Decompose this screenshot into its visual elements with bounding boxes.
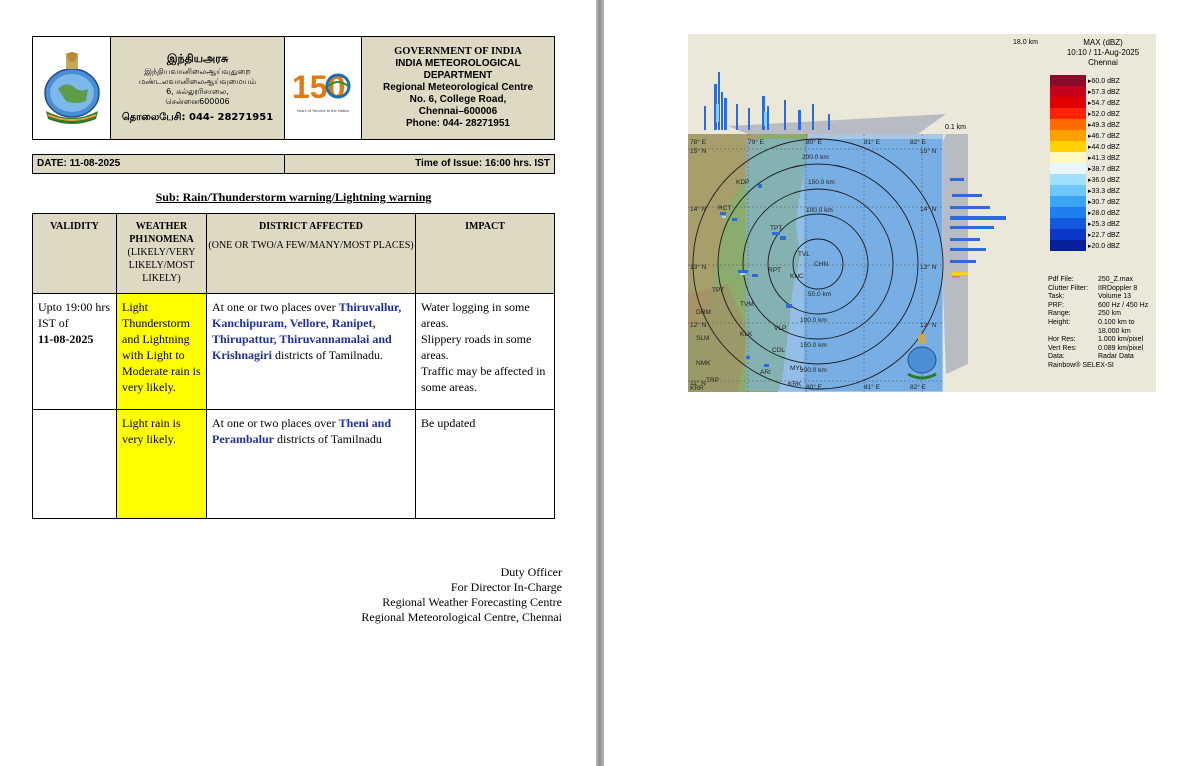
legend-label: ▸25.3 dBZ [1088,220,1120,228]
legend-label: ▸41.3 dBZ [1088,154,1120,162]
english-address-block [362,37,554,139]
legend-row [1050,86,1155,97]
signature-rwfc: Regional Weather Forecasting Centre [382,595,562,609]
issue-date: DATE: 11-08-2025 [33,155,285,173]
header-impact: IMPACT [465,221,505,232]
legend-label: ▸46.7 dBZ [1088,132,1120,140]
station-label: CDL [772,347,786,354]
range-label: 50.0 km [808,291,832,298]
station-label: MYL [790,365,804,372]
address-city: Chennai–600006 [418,106,498,117]
tamil-phone: தொலைபேசி: 044- 28271951 [121,112,274,123]
lat-label: 13° N [690,264,707,271]
rmc-name: Regional Meteorological Centre [382,82,534,93]
station-label: KNC [790,273,804,280]
info-row [1048,276,1154,285]
lat-label: 12° N [920,322,937,329]
info-row [1048,353,1154,362]
legend-label: ▸60.0 dBZ [1088,77,1120,85]
impact-cell: Water logging in some areas. Slippery roads in some areas. Traffic may be affected in some areas. [421,300,546,394]
table-row [33,410,554,518]
legend-row [1050,119,1155,130]
lat-label: 11° N [690,380,706,387]
phenomena-cell: Light Thunderstorm and Lightning with Light to Moderate rain is very likely. [117,294,207,409]
signature-director: For Director In-Charge [450,580,562,594]
legend-label: ▸36.0 dBZ [1088,176,1120,184]
info-value: 1.000 km/pixel [1098,336,1144,344]
legend-swatch [1050,152,1086,163]
radar-image [688,34,1156,392]
legend-swatch [1050,75,1086,86]
legend-label: ▸28.0 dBZ [1088,209,1120,217]
info-key: Height: [1048,318,1071,326]
info-row [1048,310,1154,319]
legend-swatch [1050,130,1086,141]
imd-name: INDIA METEOROLOGICAL DEPARTMENT [395,58,521,81]
lon-label: 79° E [748,139,764,146]
legend-row [1050,141,1155,152]
legend-row [1050,218,1155,229]
legend-swatch [1050,86,1086,97]
lon-label: 81° E [864,384,880,391]
station-label: KDP [736,179,750,186]
tamil-address-block [111,37,285,139]
right-page [604,0,1200,766]
lon-label: 82° E [910,139,926,146]
lon-label: 78° E [690,139,706,146]
info-key: Vert Res: [1048,344,1077,352]
table-header [33,214,554,294]
legend-row [1050,240,1155,251]
range-label: 200.0 km [802,154,829,161]
legend-row [1050,196,1155,207]
station-label: RPT [768,267,781,274]
legend-label: ▸54.7 dBZ [1088,99,1120,107]
legend-swatch [1050,185,1086,196]
station-label: KLK [740,331,753,338]
legend-row [1050,207,1155,218]
legend-swatch [1050,196,1086,207]
lon-label: 80° E [806,139,822,146]
info-row [1048,319,1154,336]
legend-swatch [1050,207,1086,218]
legend-label: ▸49.3 dBZ [1088,121,1120,129]
info-key: Range: [1048,310,1071,318]
legend-row [1050,152,1155,163]
station-label: ARI [760,369,771,376]
radar-station: Chennai [1088,58,1118,67]
legend-row [1050,174,1155,185]
info-value: IIRDoppler 8 [1098,284,1138,292]
lon-label: 80° E [806,384,822,391]
legend-row [1050,229,1155,240]
signature-block [300,565,562,625]
left-page [0,0,596,766]
legend-swatch [1050,119,1086,130]
legend-swatch [1050,163,1086,174]
radar-product: MAX (dBZ) [1083,38,1123,47]
radar-datetime: 10:10 / 11-Aug-2025 [1066,48,1140,57]
station-label: TVM [740,301,754,308]
govt-of-india: GOVERNMENT OF INDIA [394,46,522,57]
station-label: DRM [696,309,711,316]
lat-label: 15° N [920,148,937,155]
signature-rmc: Regional Meteorological Centre, Chennai [361,610,562,624]
station-label: NMK [696,360,711,367]
phone: Phone: 044- 28271951 [406,118,510,129]
header-validity: VALIDITY [33,214,117,293]
station-label: RCT [718,205,732,212]
range-label: 100.0 km [800,317,827,324]
station-label: SLM [696,335,710,342]
info-value: 600 Hz / 450 Hz [1098,301,1149,309]
info-key: Data: [1048,353,1065,361]
district-cell: At one or two places over Theni and Perambalur districts of Tamilnadu [207,410,416,518]
legend-label: ▸38.7 dBZ [1088,165,1120,173]
header-phenomena: WEATHER PH1NOMENA (LIKELY/VERY LIKELY/MOST LIKELY) [117,214,207,293]
legend-swatch [1050,97,1086,108]
info-value: Radar Data [1098,353,1134,361]
legend-row [1050,108,1155,119]
lat-label: 13° N [920,264,937,271]
subject-line: Sub: Rain/Thunderstorm warning/Lightning warning [155,190,432,204]
radar-title-block [1053,38,1153,68]
info-row [1048,285,1154,294]
legend-label: ▸44.0 dBZ [1088,143,1120,151]
page-divider[interactable] [596,0,604,766]
station-label: KRK [788,381,802,388]
height-scale-top: 18.0 km [1013,39,1038,46]
info-value: 0.089 km/pixel [1098,344,1144,352]
range-label: 200.0 km [800,367,827,374]
imd-150-logo [285,37,362,139]
lon-label: 81° E [864,139,880,146]
radar-vendor: Rainbow® SELEX-SI [1048,361,1114,369]
time-of-issue: Time of Issue: 16:00 hrs. IST [415,158,550,169]
impact-cell: Be updated [421,416,476,430]
validity-cell: Upto 19:00 hrs IST of 11-08-2025 [33,294,117,409]
lat-label: 14° N [690,206,707,213]
legend-swatch [1050,218,1086,229]
legend-label: ▸57.3 dBZ [1088,88,1120,96]
dbz-legend [1050,75,1155,251]
station-label: CHN [814,261,829,268]
legend-swatch [1050,240,1086,251]
info-row [1048,302,1154,311]
legend-row [1050,97,1155,108]
imd-emblem-icon [33,37,111,139]
lat-label: 14° N [920,206,937,213]
logo-number: 150 [292,69,346,105]
header-district: DISTRICT AFFECTED (ONE OR TWO/A FEW/MANY/MOST PLACES) [207,214,416,293]
range-label: 150.0 km [800,342,827,349]
district-cell: At one or two places over Thiruvallur, Kanchipuram, Vellore, Ranipet, Thirupattur, Thiruvannamalai and Krishnagiri districts of Tamilnadu. [207,294,416,409]
legend-row [1050,163,1155,174]
legend-label: ▸52.0 dBZ [1088,110,1120,118]
tamil-centre: மண்டலவானிலைஆய்வுமையம் [138,77,257,86]
district-names: Theni and Perambalur [212,416,391,446]
signature-duty-officer: Duty Officer [500,565,562,579]
info-key: Task: [1048,293,1065,301]
tamil-road: 6, கல்லூரிசாலை, [166,87,229,96]
station-label: TVL [798,251,810,258]
phenomena-cell: Light rain is very likely. [117,410,207,518]
tamil-dept: இந்தியவானிலைஆய்வுதுறை [144,67,251,76]
warning-table [32,213,555,519]
info-key: Hor Res: [1048,336,1076,344]
info-row [1048,293,1154,302]
lon-label: 82° E [910,384,926,391]
info-row [1048,345,1154,354]
address-road: No. 6, College Road, [409,94,507,105]
info-value: 0.100 km to 18.000 km [1098,318,1135,335]
info-key: Pdf File: [1048,276,1074,283]
logo-tagline: Years of Service to the Nation [296,108,350,113]
legend-label: ▸22.7 dBZ [1088,231,1120,239]
station-label: TPT [770,225,783,232]
legend-label: ▸30.7 dBZ [1088,198,1120,206]
station-label: KRR [690,385,704,392]
legend-row [1050,130,1155,141]
date-bar [32,154,555,174]
table-row [33,294,554,410]
info-value: Volume 13 [1098,293,1132,301]
legend-swatch [1050,229,1086,240]
info-key: PRF: [1048,301,1064,309]
legend-swatch [1050,108,1086,119]
radar-info-panel [1048,276,1154,371]
tamil-city: சென்னை600006 [165,97,230,106]
range-label: 150.0 km [808,179,835,186]
info-key: Clutter Filter: [1048,284,1089,292]
station-label: VLP [774,325,787,332]
legend-label: ▸33.3 dBZ [1088,187,1120,195]
legend-swatch [1050,174,1086,185]
letterhead [32,36,555,140]
lat-label: 12° N [690,322,707,329]
legend-label: ▸20.0 dBZ [1088,242,1120,250]
lat-label: 15° N [690,148,707,155]
range-label: 100.0 km [806,207,833,214]
legend-swatch [1050,141,1086,152]
station-label: TRP [706,377,719,384]
info-value: 250 km [1098,310,1121,318]
info-row [1048,336,1154,345]
height-scale-mid: 0.1 km [945,124,967,131]
legend-row [1050,75,1155,86]
legend-row [1050,185,1155,196]
info-value: 250_Z.max [1098,276,1134,283]
district-names: Thiruvallur, Kanchipuram, Vellore, Ranipet, Thirupattur, Thiruvannamalai and Krishnagiri [212,300,402,362]
validity-cell [33,410,117,518]
station-label: TPT [712,287,725,294]
tamil-govt: இந்தியஅரசு [166,52,229,65]
